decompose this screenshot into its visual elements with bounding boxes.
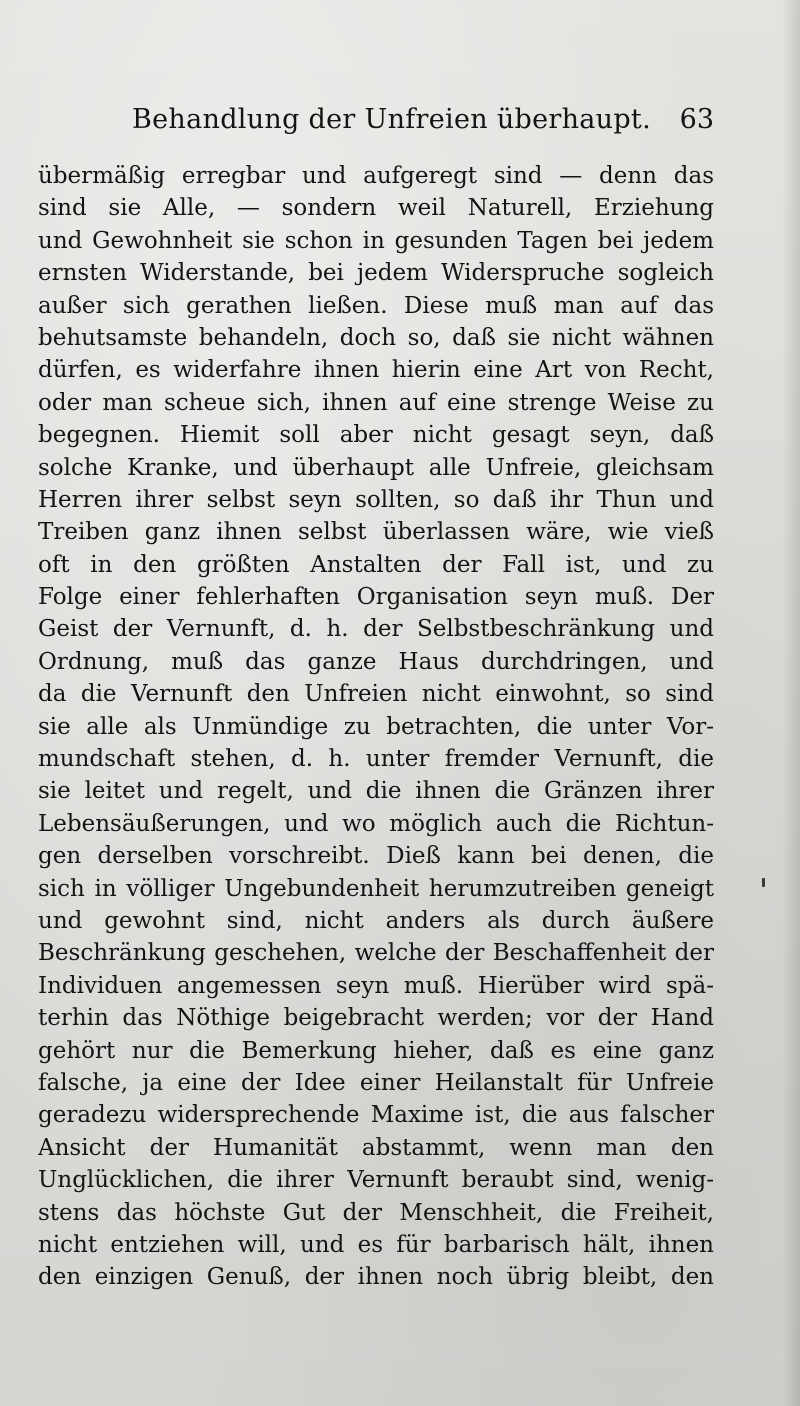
text-line: Treiben ganz ihnen selbst überlassen wäre, wie vieß bbox=[38, 519, 714, 546]
text-line: außer sich gerathen ließen. Diese muß man auf das bbox=[38, 292, 714, 319]
text-line: oder man scheue sich, ihnen auf eine strenge Weise zu bbox=[38, 389, 714, 416]
text-line: Geist der Vernunft, d. h. der Selbstbeschränkung und bbox=[38, 616, 714, 643]
text-line: sich in völliger Ungebundenheit herumzutreiben geneigt bbox=[38, 875, 714, 902]
text-line: Unglücklichen, die ihrer Vernunft beraubt sind, wenig- bbox=[38, 1167, 714, 1194]
text-line: Lebensäußerungen, und wo möglich auch die Richtun- bbox=[38, 810, 714, 837]
text-line: sind sie Alle, — sondern weil Naturell, Erziehung bbox=[38, 195, 714, 222]
text-line: sie alle als Unmündige zu betrachten, die unter Vor- bbox=[38, 713, 714, 740]
text-line: Individuen angemessen seyn muß. Hierüber wird spä- bbox=[38, 972, 714, 999]
body-text bbox=[38, 160, 714, 1294]
text-line: Ordnung, muß das ganze Haus durchdringen, und bbox=[38, 648, 714, 675]
text-line: falsche, ja eine der Idee einer Heilanstalt für Unfreie bbox=[38, 1069, 714, 1096]
text-line: behutsamste behandeln, doch so, daß sie nicht wähnen bbox=[38, 324, 714, 351]
text-line: gen derselben vorschreibt. Dieß kann bei denen, die bbox=[38, 843, 714, 870]
page-edge-shadow bbox=[782, 0, 800, 1406]
text-line: Beschränkung geschehen, welche der Beschaffenheit der bbox=[38, 940, 714, 967]
text-line: gehört nur die Bemerkung hieher, daß es eine ganz bbox=[38, 1037, 714, 1064]
text-line: begegnen. Hiemit soll aber nicht gesagt seyn, daß bbox=[38, 422, 714, 449]
text-line: nicht entziehen will, und es für barbarisch hält, ihnen bbox=[38, 1231, 714, 1258]
page-header bbox=[38, 100, 714, 142]
text-line: terhin das Nöthige beigebracht werden; vor der Hand bbox=[38, 1005, 714, 1032]
text-line: geradezu widersprechende Maxime ist, die aus falscher bbox=[38, 1102, 714, 1129]
page-number: 63 bbox=[679, 104, 714, 135]
text-line: da die Vernunft den Unfreien nicht einwohnt, so sind bbox=[38, 681, 714, 708]
text-line: dürfen, es widerfahre ihnen hierin eine Art von Recht, bbox=[38, 357, 714, 384]
running-title: Behandlung der Unfreien überhaupt. bbox=[132, 104, 651, 135]
text-line: ernsten Widerstande, bei jedem Widerspruche sogleich bbox=[38, 260, 714, 287]
text-line: und Gewohnheit sie schon in gesunden Tagen bei jedem bbox=[38, 227, 714, 254]
text-line: solche Kranke, und überhaupt alle Unfreie, gleichsam bbox=[38, 454, 714, 481]
text-line: übermäßig erregbar und aufgeregt sind — denn das bbox=[38, 163, 714, 189]
text-line: stens das höchste Gut der Menschheit, die Freiheit, bbox=[38, 1199, 714, 1226]
text-line: Folge einer fehlerhaften Organisation seyn muß. Der bbox=[38, 584, 714, 611]
text-line: den einzigen Genuß, der ihnen noch übrig bleibt, den bbox=[38, 1264, 714, 1291]
text-line: Ansicht der Humanität abstammt, wenn man den bbox=[38, 1134, 714, 1161]
text-line: oft in den größten Anstalten der Fall ist, und zu bbox=[38, 551, 714, 578]
text-line: mundschaft stehen, d. h. unter fremder Vernunft, die bbox=[38, 746, 714, 773]
ink-speck bbox=[762, 878, 765, 887]
text-line: Herren ihrer selbst seyn sollten, so daß ihr Thun und bbox=[38, 486, 714, 513]
text-line: und gewohnt sind, nicht anders als durch äußere bbox=[38, 907, 714, 934]
text-line: sie leitet und regelt, und die ihnen die Gränzen ihrer bbox=[38, 778, 714, 805]
